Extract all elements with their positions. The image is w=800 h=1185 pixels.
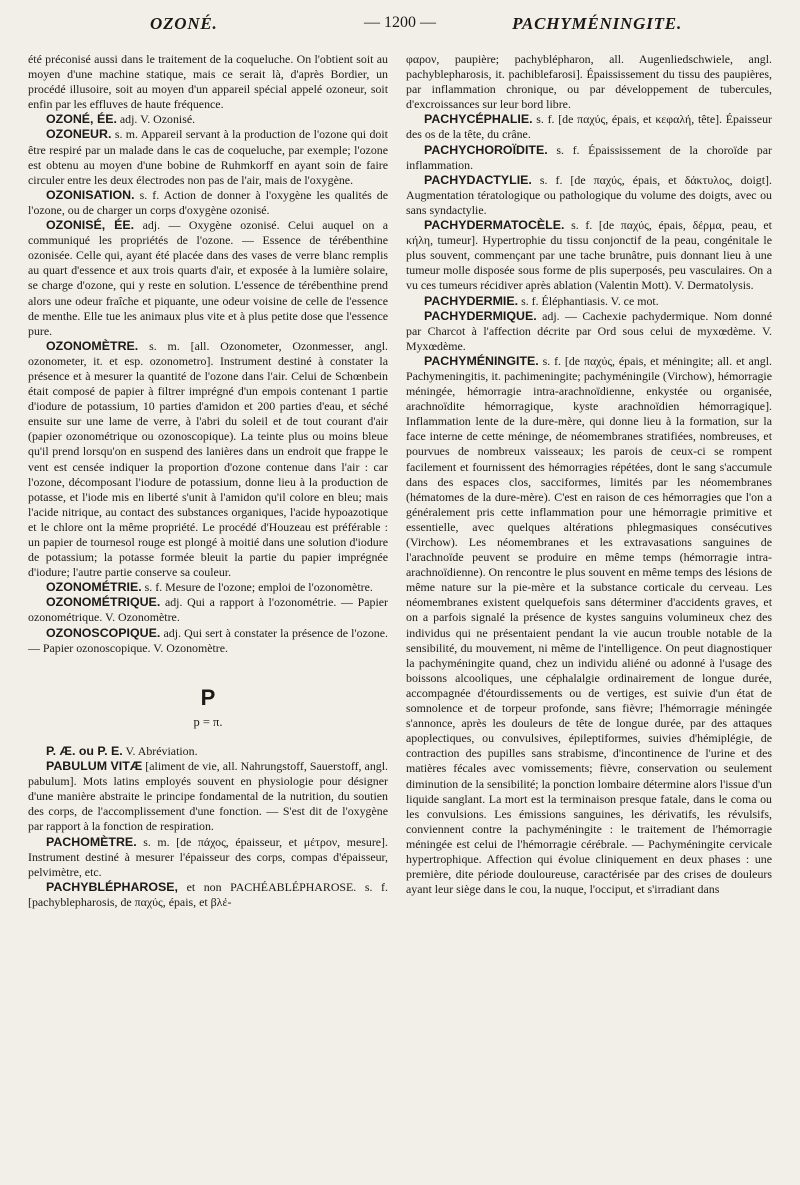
page-header [0,14,800,44]
dictionary-entry [406,173,772,218]
entry-text: s. m. Appareil servant à la production de l'ozone qui doit être respiré par un malade dans le cas de coqueluche, par exemple; l'ozone est obtenu au moyen d'une bobine de Ruhmkorff en ayant soin de faire circuler entre les deux électrodes non pas de l'air, mais de l'oxygène. [28,127,388,187]
dictionary-entry [28,188,388,218]
dictionary-entry [28,744,388,759]
entry-text: s. m. [de πάχος, épaisseur, et μέτρον, mesure]. Instrument destiné à mesurer l'épaisseur des corps, compas d'épaisseur, pelvimètre, etc. [28,834,388,879]
dictionary-entry [28,339,388,581]
entry-headword: PACHYCHOROÏDITE. [424,142,548,157]
entry-text: été préconisé aussi dans le traitement de la coqueluche. On l'obtient soit au moyen d'une machine statique, mais ce serait là, d'après Bordier, un procédé illusoire, soit au moyen d'un appareil spécial appelé ozoneur, soit enfin par les effluves de haute fréquence. [28,52,388,112]
entry-text: s. f. [de παχύς, épais, et κεφαλή, tête]. Épaisseur des os de la tête, du crâne. [406,112,772,142]
entry-text: s. m. [all. Ozonometer, Ozonmesser, angl. ozonometer, it. et esp. ozonometro]. Instrument destiné à constater la présence et à mesurer la quantité de l'ozone dans l'air. Celui de Schœnbein était composé de papier à filtrer imprégné d'un empois contenant 1 partie d'iodure de potassium, 10 parties d'amidon et 200 parties d'eau, et séché ensuite sur une lame de verre, à l'abri du soleil et de tout courant d'air (papier ozonométrique ou ozonoscopique). La teinte plus ou moins bleue qu'il prend lorsqu'on en suspend des lanières dans un endroit que frappe le vent est censée indiquer la proportion d'ozone contenue dans l'air : car l'ozone, décomposant l'iodure de potassium, donne lieu à la production de potasse, et l'iode mis en liberté s'unit à l'amidon qu'il colore en bleu; mais l'acide nitrique, au contact des substances organiques, l'acide hypoazotique et le chlore ont la même propriété. Le procédé d'Houzeau est préférable : un papier de tournesol rouge est plongé à moitié dans une solution d'iodure de potassium; la potasse formée bleuit la partie du papier imprégnée d'iodure; l'autre partie conserve sa couleur. [28,338,388,580]
dictionary-entry [406,294,772,309]
entry-text: s. f. [de παχύς, épais, et δάκτυλος, doigt]. Augmentation tératologique ou pathologique du volume des doigts, avec ou sans syndactylie. [406,172,772,217]
entry-text: s. f. Action de donner à l'oxygène les qualités de l'ozone, ou de charger un corps d'oxygène ozonisé. [28,187,388,217]
entry-text: adj. — Cachexie pachydermique. Nom donné par Charcot à l'affection décrite par Ord sous celui de myxœdème. V. Myxœdème. [406,308,772,353]
entry-headword: OZONOMÈTRE. [46,338,139,353]
dictionary-entry [28,626,388,656]
entry-headword: PACHYDACTYLIE. [424,172,532,187]
dictionary-entry [406,143,772,173]
entry-text: s. f. Épaississement de la choroïde par inflammation. [406,142,772,172]
dictionary-entry [28,218,388,339]
left-entries-after [28,744,388,910]
entry-text: φαρον, paupière; pachyblépharon, all. Augenliedschwiele, angl. pachyblepharosis, it. pachiblefarosi]. Épaississement du tissu des paupières, par inflammation chronique, ou par développement de tubercules, d'excroissances sur leur bord libre. [406,52,772,112]
right-column [406,52,772,897]
left-column [28,52,388,910]
entry-headword: PACHYMÉNINGITE. [424,353,539,368]
dictionary-entry [28,112,388,127]
dictionary-entry [28,580,388,595]
dictionary-entry [28,759,388,834]
dictionary-entry [406,52,772,112]
dictionary-entry [406,309,772,354]
running-head-left: OZONÉ. [150,14,218,33]
entry-text: adj. — Oxygène ozonisé. Celui auquel on a communiqué les propriétés de l'ozone. — Essence de térébenthine ozonisée. Celle qui, ayant été placée dans des vases de verre blanc remplis au quart d'essence et aux trois quarts d'air, et exposée à la lumière solaire, se charge d'ozone, qui y reste en solution. L'essence de térébenthine prend alors une odeur fraîche et piquante, une odeur voisine de celle de l'essence de menthe. Elle tue les animaux plus vite et à plus petite dose que l'essence pure. [28,218,388,338]
entry-text: s. f. [de παχύς, épais, δέρμα, peau, et κήλη, tumeur]. Hypertrophie du tissu conjonctif de la peau, congénitale le plus souvent, commençant par une tache brunâtre, puis donnant lieu à une tumeur molle disposée sous forme de plis superposés, peu vasculaires. On a vu ces tumeurs récidiver après ablation (Valentin Mott). V. Dermatolysis. [406,218,772,293]
letter-section [28,684,388,730]
dictionary-entry [28,595,388,625]
dictionary-entry [28,835,388,880]
entry-headword: OZONÉ, ÉE. [46,112,117,127]
entry-text: V. Abréviation. [125,743,198,758]
entry-text: adj. V. Ozonisé. [119,112,196,127]
entry-headword: PACHYDERMIQUE. [424,308,537,323]
dictionary-entry [28,880,388,910]
entry-text: s. f. Éléphantiasis. V. ce mot. [521,293,659,308]
dictionary-entry [28,127,388,187]
entry-headword: PABULUM VITÆ [46,759,143,774]
right-entries [406,52,772,897]
section-letter: P [200,684,216,710]
entry-headword: OZONOMÉTRIQUE. [46,595,161,610]
entry-text: s. f. Mesure de l'ozone; emploi de l'ozonomètre. [144,580,373,595]
dictionary-entry [406,218,772,293]
entry-headword: OZONEUR. [46,127,112,142]
entry-text: [aliment de vie, all. Nahrungstoff, Sauerstoff, angl. pabulum]. Mots latins employés souvent en physiologie pour désigner d'une manière abstraite le principe fondamental de la nutrition, du soutien des corps, de l'accomplissement d'une fonction. — S'est dit de l'oxygène par rapport à la fonction de respiration. [28,759,389,834]
letter-equation: p = π. [193,714,223,729]
entry-headword: PACHYBLÉPHAROSE, [46,879,178,894]
entry-headword: OZONISATION. [46,187,135,202]
entry-headword: PACHYCÉPHALIE. [424,112,533,127]
entry-headword: PACHYDERMIE. [424,293,519,308]
entry-headword: OZONOMÉTRIE. [46,580,142,595]
entry-text: adj. Qui sert à constater la présence de l'ozone. — Papier ozonoscopique. V. Ozonomètre. [28,625,388,655]
entry-text: s. f. [de παχύς, épais, et méningite; all. et angl. Pachymeningitis, it. pachimeningite; pachyméningile (Virchow), hémorragie méningée, hémorragie intra-arachnoïdienne, enkystée ou organisée, arachnoïdite hémorragique, kyste arachnoïdien hémorragique]. Inflammation lente de la dure-mère, qui donne lieu à la formation, sur la face interne de cette méninge, de néomembranes stratifiées, nombreuses, et pourvues de nombreux vaisseaux; les parois de ceux-ci se rompent facilement et fournissent des hémorragies répétées, dont le sang s'accumule dans des espaces clos, sacciformes, limités par les néomembranes (hématomes de la dure-mère). C'est en raison de ces hémorragies que l'on a généralement pris cette inflammation pour une hémorragie primitive et essentielle, avec quelques altérations phlegmasiques consécutives (Virchow). Les néomembranes et les extravasations sanguines de l'arachnoïde peuvent se produire en même temps (hémorragie intra-arachnoïdienne). On rencontre le plus souvent en même temps des lésions de même nature sur la pie-mère et la substance corticale du cerveau. Les néomembranes existent quelquefois sans déterminer d'accidents graves, et on a parfois signalé la présence de kystes sanguins volumineux chez des individus qui ne présentaient pendant la vie aucun trouble notable de la sensibilité, du mouvement, ni même de l'intelligence. On peut diagnostiquer la pachyméningite quand, chez un individu aliéné ou adonné à l'usage des boissons alcooliques, une céphalalgie ordinairement de longue durée, accompagnée d'étourdissements ou de vertiges, est suivie d'un état de somnolence et de torpeur profonde, sans fièvre; l'hémorragie méningée s'annonce, après les douleurs de tête de longue durée, par des attaques apoplectiques, ou convulsives, épileptiformes, suivies d'hémiplégie, de contraction des pupilles sans strabisme, d'incontinence de l'urine et des matières fécales avec vomissements; fièvre, conservation ou seulement diminution de la sensibilité; la ponction lombaire détermine alors l'issue d'un liquide sanglant. La mort est la terminaison presque fatale, dans le coma ou les convulsions. Les émissions sanguines, les dérivatifs, les révulsifs, conviennent contre la pachyméningite : le traitement de l'hémorragie méningée est celui de l'hémorragie cérébrale. — Pachyméningite cervicale hypertrophique. Affection qui évolue cliniquement en deux phases : une première, dite période douloureuse, caractérisée par des crises de douleurs ayant leur siège dans le cou, la nuque, l'occiput, et s'irradiant dans [406,353,772,897]
entry-headword: P. Æ. ou P. E. [46,743,123,758]
entry-headword: OZONOSCOPIQUE. [46,625,161,640]
running-head-right: PACHYMÉNINGITE. [512,14,682,33]
entry-headword: PACHOMÈTRE. [46,834,137,849]
entry-headword: OZONISÉ, ÉE. [46,218,135,233]
entry-text: adj. Qui a rapport à l'ozonométrie. — Papier ozonométrique. V. Ozonomètre. [28,595,388,625]
entry-headword: PACHYDERMATOCÈLE. [424,218,565,233]
dictionary-entry [406,112,772,142]
dictionary-entry [28,52,388,112]
dictionary-entry [406,354,772,897]
left-entries [28,52,388,656]
page-number: — 1200 — [364,14,436,31]
entry-text: et non PACHÉABLÉPHAROSE. s. f. [pachyblepharosis, de παχύς, épais, et βλέ- [28,879,388,909]
